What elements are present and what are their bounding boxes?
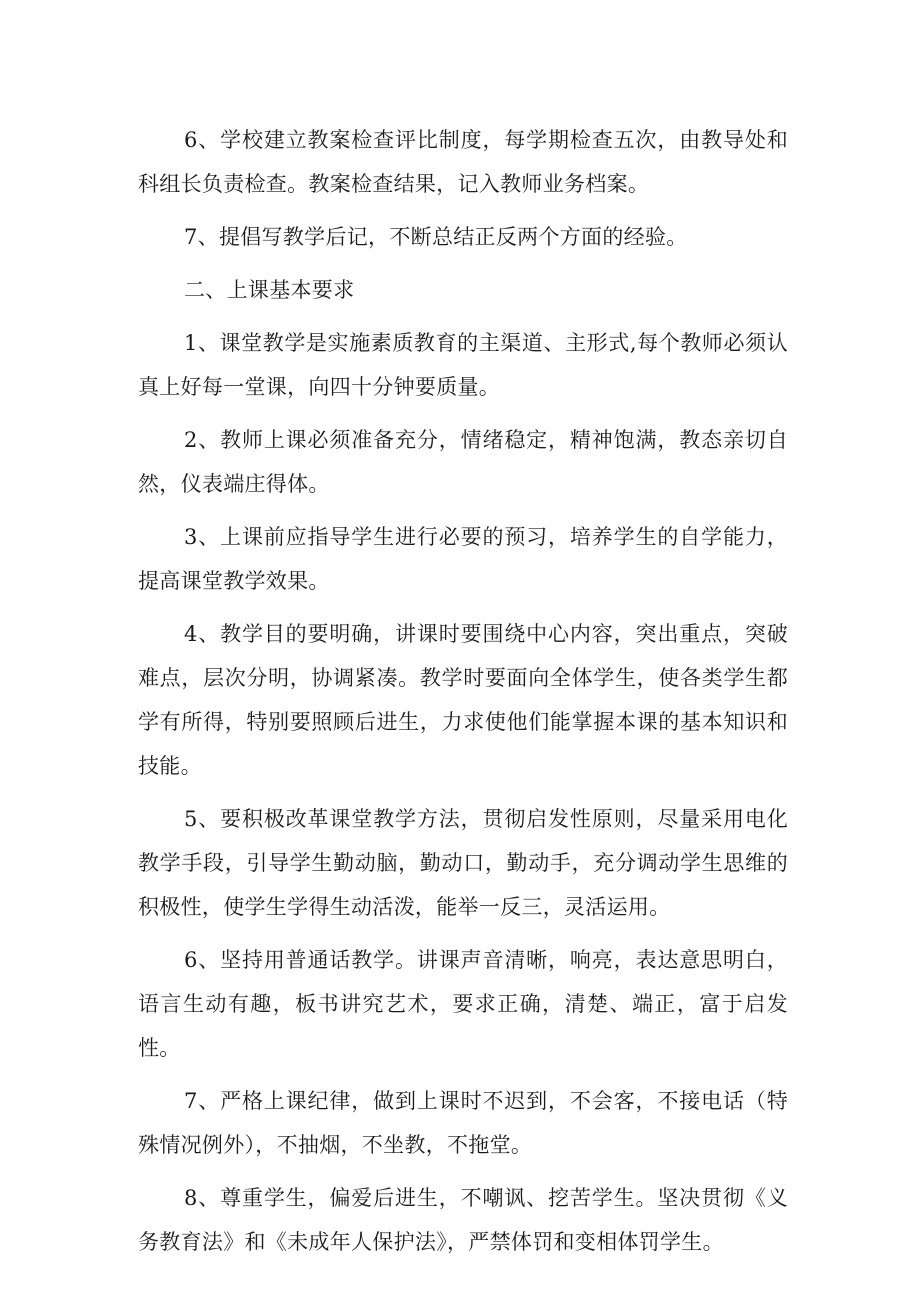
paragraph-item-4-teaching-objectives: 4、教学目的要明确，讲课时要围绕中心内容，突出重点，突破难点，层次分明，协调紧凑。教学时要面向全体学生，使各类学生都学有所得，特别要照顾后进生，力求使他们能掌握本课的基本知识和技能。	[138, 622, 788, 778]
paragraph-item-8-respect-students: 8、尊重学生，偏爱后进生，不嘲讽、挖苦学生。坚决贯彻《义务教育法》和《未成年人保护法》，严禁体罚和变相体罚学生。	[138, 1186, 788, 1254]
paragraph-item-6-lesson-plan-check: 6、学校建立教案检查评比制度，每学期检查五次，由教导处和科组长负责检查。教案检查结果，记入教师业务档案。	[138, 128, 788, 196]
paragraph-item-6-mandarin-teaching: 6、坚持用普通话教学。讲课声音清晰，响亮，表达意思明白，语言生动有趣，板书讲究艺术，要求正确，清楚、端正，富于启发性。	[138, 948, 788, 1060]
paragraph-item-2-teacher-preparation: 2、教师上课必须准备充分，情绪稳定，精神饱满，教态亲切自然，仪表端庄得体。	[138, 428, 788, 496]
paragraph-item-1-classroom-teaching: 1、课堂教学是实施素质教育的主渠道、主形式,每个教师必须认真上好每一堂课，向四十分钟要质量。	[138, 331, 788, 399]
paragraph-item-5-teaching-methods: 5、要积极改革课堂教学方法，贯彻启发性原则，尽量采用电化教学手段，引导学生勤动脑，勤动口，勤动手，充分调动学生思维的积极性，使学生学得生动活泼，能举一反三，灵活运用。	[138, 807, 788, 919]
document-page	[138, 118, 788, 1273]
section-heading: 二、上课基本要求	[184, 278, 355, 302]
paragraph-item-7-class-discipline: 7、严格上课纪律，做到上课时不迟到，不会客，不接电话（特殊情况例外），不抽烟，不坐教，不拖堂。	[138, 1089, 788, 1157]
paragraph-item-3-preview-guidance: 3、上课前应指导学生进行必要的预习，培养学生的自学能力，提高课堂教学效果。	[138, 525, 788, 593]
paragraph-item-7-teaching-notes: 7、提倡写教学后记，不断总结正反两个方面的经验。	[184, 225, 688, 249]
